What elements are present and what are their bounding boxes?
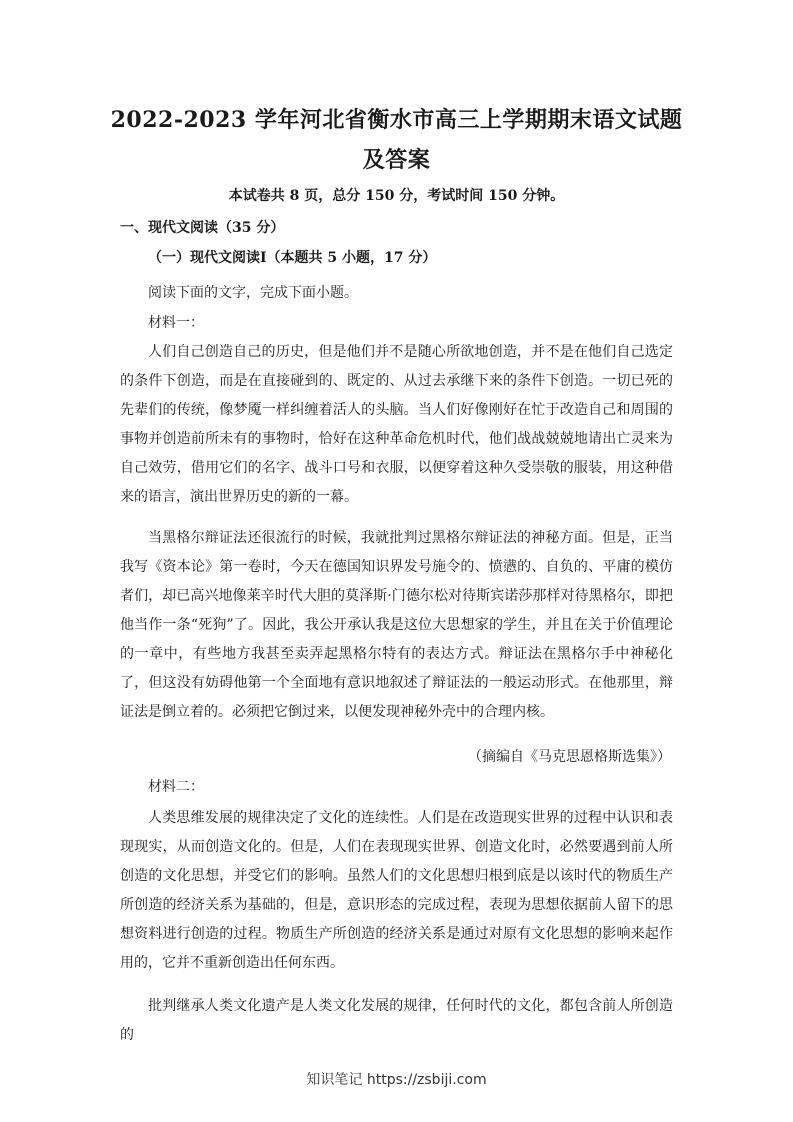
material1-label: 材料一： xyxy=(148,315,204,331)
document-title: 2022-2023 学年河北省衡水市高三上学期期末语文试题及答案 xyxy=(110,107,683,173)
section-heading: 一、现代文阅读（35 分） xyxy=(120,220,285,236)
source-citation: （摘编自《马克思恩格斯选集》） xyxy=(468,749,671,765)
sub-heading: （一）现代文阅读Ⅰ（本题共 5 小题，17 分） xyxy=(148,250,437,266)
footer-watermark: 知识笔记 https://zsbiji.com xyxy=(306,1072,487,1088)
instruction-text: 阅读下面的文字，完成下面小题。 xyxy=(148,285,358,301)
material2-paragraph-1: 人类思维发展的规律决定了文化的连续性。人们是在改造现实世界的过程中认识和表现现实，从而创造文化的。但是，人们在表现现实世界、创造文化时，必然要遇到前人所创造的文化思想，并受它们的影响。虽然人们的文化思想归根到底是以该时代的物质生产所创造的经济关系为基础的，但是，意识形态的完成过程，表现为思想依据前人留下的思想资料进行创造的过程。物质生产所创造的经济关系是通过对原有文化思想的影响来起作用的，它并不重新创造出任何东西。 xyxy=(120,810,673,971)
material2-paragraph-2: 批判继承人类文化遗产是人类文化发展的规律，任何时代的文化，都包含前人所创造的 xyxy=(120,998,673,1043)
material1-paragraph-2: 当黑格尔辩证法还很流行的时候，我就批判过黑格尔辩证法的神秘方面。但是，正当我写《资本论》第一卷时，今天在德国知识界发号施令的、愤懑的、自负的、平庸的模仿者们，却已高兴地像莱辛时代大胆的莫泽斯·门德尔松对待斯宾诺莎那样对待黑格尔，即把他当作一条“死狗”了。因此，我公开承认我是这位大思想家的学生，并且在关于价值理论的一章中，有些地方我甚至卖弄起黑格尔特有的表达方式。辩证法在黑格尔手中神秘化了，但这没有妨碍他第一个全面地有意识地叙述了辩证法的一般运动形式。在他那里，辩证法是倒立着的。必须把它倒过来，以便发现神秘外壳中的合理内核。 xyxy=(120,530,673,720)
exam-info: 本试卷共 8 页，总分 150 分，考试时间 150 分钟。 xyxy=(228,188,565,204)
material1-paragraph-1: 人们自己创造自己的历史，但是他们并不是随心所欲地创造，并不是在他们自己选定的条件下创造，而是在直接碰到的、既定的、从过去承继下来的条件下创造。一切已死的先辈们的传统，像梦魇一样纠缠着活人的头脑。当人们好像刚好在忙于改造自己和周围的事物并创造前所未有的事物时，恰好在这种革命危机时代，他们战战兢兢地请出亡灵来为自己效劳，借用它们的名字、战斗口号和衣服，以便穿着这种久受崇敬的服装，用这种借来的语言，演出世界历史的新的一幕。 xyxy=(120,344,673,505)
material2-label: 材料二： xyxy=(148,779,204,795)
